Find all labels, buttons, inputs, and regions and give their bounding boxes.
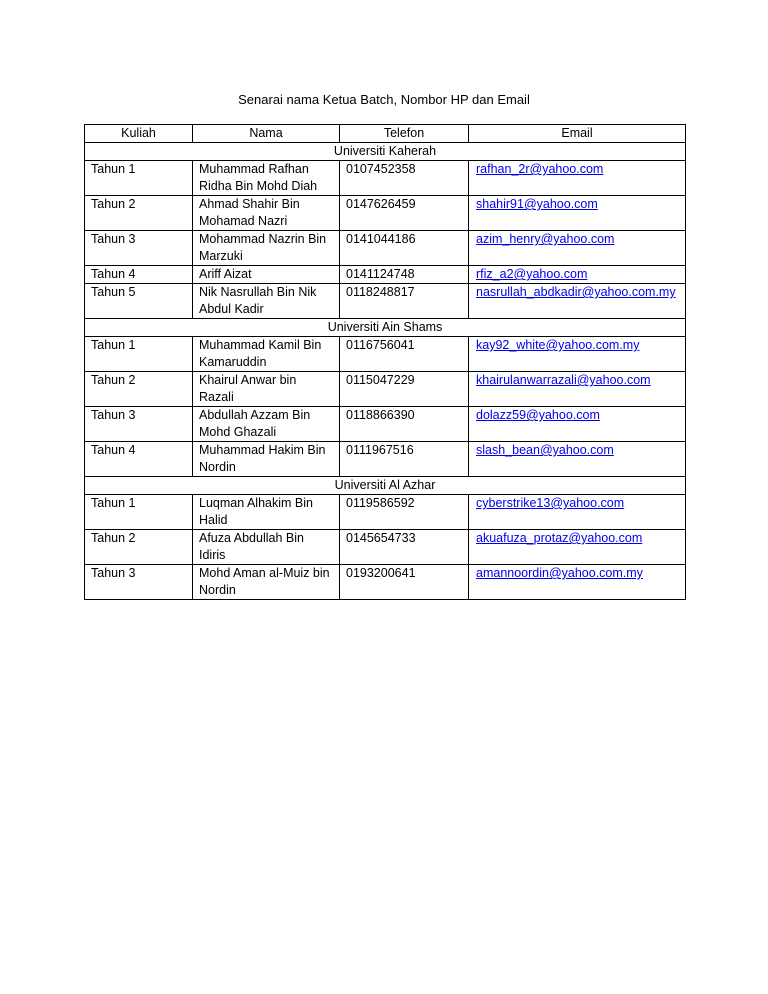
kuliah-cell: Tahun 4: [85, 266, 193, 284]
telefon-cell: 0118248817: [340, 284, 469, 319]
email-link[interactable]: azim_henry@yahoo.com: [476, 232, 615, 246]
table-row: [85, 284, 686, 319]
email-cell: [469, 565, 686, 600]
table-row: [85, 161, 686, 196]
kuliah-cell: Tahun 3: [85, 231, 193, 266]
group-label: Universiti Ain Shams: [85, 319, 686, 337]
kuliah-cell: Tahun 1: [85, 161, 193, 196]
nama-cell: Muhammad Kamil Bin Kamaruddin: [193, 337, 340, 372]
group-row-al-azhar: [85, 477, 686, 495]
telefon-cell: 0119586592: [340, 495, 469, 530]
email-cell: [469, 530, 686, 565]
telefon-cell: 0141124748: [340, 266, 469, 284]
kuliah-cell: Tahun 4: [85, 442, 193, 477]
email-cell: [469, 442, 686, 477]
telefon-cell: 0193200641: [340, 565, 469, 600]
nama-cell: Muhammad Rafhan Ridha Bin Mohd Diah: [193, 161, 340, 196]
email-link[interactable]: dolazz59@yahoo.com: [476, 408, 600, 422]
table-row: [85, 196, 686, 231]
table-row: [85, 337, 686, 372]
telefon-cell: 0116756041: [340, 337, 469, 372]
header-kuliah: Kuliah: [85, 125, 193, 143]
nama-cell: Nik Nasrullah Bin Nik Abdul Kadir: [193, 284, 340, 319]
table-row: [85, 407, 686, 442]
telefon-cell: 0145654733: [340, 530, 469, 565]
group-row-kaherah: [85, 143, 686, 161]
telefon-cell: 0107452358: [340, 161, 469, 196]
kuliah-cell: Tahun 2: [85, 530, 193, 565]
header-row: [85, 125, 686, 143]
table-row: [85, 266, 686, 284]
nama-cell: Mohd Aman al-Muiz bin Nordin: [193, 565, 340, 600]
email-link[interactable]: khairulanwarrazali@yahoo.com: [476, 373, 651, 387]
kuliah-cell: Tahun 2: [85, 372, 193, 407]
email-cell: [469, 372, 686, 407]
telefon-cell: 0118866390: [340, 407, 469, 442]
telefon-cell: 0115047229: [340, 372, 469, 407]
email-link[interactable]: nasrullah_abdkadir@yahoo.com.my: [476, 285, 676, 299]
email-link[interactable]: rafhan_2r@yahoo.com: [476, 162, 604, 176]
nama-cell: Ariff Aizat: [193, 266, 340, 284]
group-label: Universiti Al Azhar: [85, 477, 686, 495]
email-link[interactable]: cyberstrike13@yahoo.com: [476, 496, 625, 510]
nama-cell: Mohammad Nazrin Bin Marzuki: [193, 231, 340, 266]
table-row: [85, 565, 686, 600]
table-row: [85, 495, 686, 530]
kuliah-cell: Tahun 5: [85, 284, 193, 319]
header-nama: Nama: [193, 125, 340, 143]
nama-cell: Ahmad Shahir Bin Mohamad Nazri: [193, 196, 340, 231]
nama-cell: Luqman Alhakim Bin Halid: [193, 495, 340, 530]
email-link[interactable]: kay92_white@yahoo.com.my: [476, 338, 640, 352]
email-link[interactable]: slash_bean@yahoo.com: [476, 443, 614, 457]
nama-cell: Muhammad Hakim Bin Nordin: [193, 442, 340, 477]
kuliah-cell: Tahun 1: [85, 337, 193, 372]
nama-cell: Khairul Anwar bin Razali: [193, 372, 340, 407]
telefon-cell: 0141044186: [340, 231, 469, 266]
group-label: Universiti Kaherah: [85, 143, 686, 161]
email-link[interactable]: akuafuza_protaz@yahoo.com: [476, 531, 643, 545]
kuliah-cell: Tahun 3: [85, 407, 193, 442]
table-row: [85, 442, 686, 477]
kuliah-cell: Tahun 3: [85, 565, 193, 600]
email-cell: [469, 495, 686, 530]
nama-cell: Abdullah Azzam Bin Mohd Ghazali: [193, 407, 340, 442]
email-cell: [469, 266, 686, 284]
group-row-ain-shams: [85, 319, 686, 337]
email-cell: [469, 196, 686, 231]
email-link[interactable]: rfiz_a2@yahoo.com: [476, 267, 588, 281]
kuliah-cell: Tahun 2: [85, 196, 193, 231]
table-row: [85, 231, 686, 266]
email-link[interactable]: shahir91@yahoo.com: [476, 197, 598, 211]
telefon-cell: 0147626459: [340, 196, 469, 231]
contacts-table: [84, 124, 686, 600]
kuliah-cell: Tahun 1: [85, 495, 193, 530]
email-cell: [469, 284, 686, 319]
table-row: [85, 530, 686, 565]
email-cell: [469, 231, 686, 266]
table-row: [85, 372, 686, 407]
email-cell: [469, 337, 686, 372]
telefon-cell: 0111967516: [340, 442, 469, 477]
email-cell: [469, 161, 686, 196]
email-link[interactable]: amannoordin@yahoo.com.my: [476, 566, 643, 580]
page-title: Senarai nama Ketua Batch, Nombor HP dan Email: [238, 92, 530, 107]
header-telefon: Telefon: [340, 125, 469, 143]
nama-cell: Afuza Abdullah Bin Idiris: [193, 530, 340, 565]
header-email: Email: [469, 125, 686, 143]
email-cell: [469, 407, 686, 442]
